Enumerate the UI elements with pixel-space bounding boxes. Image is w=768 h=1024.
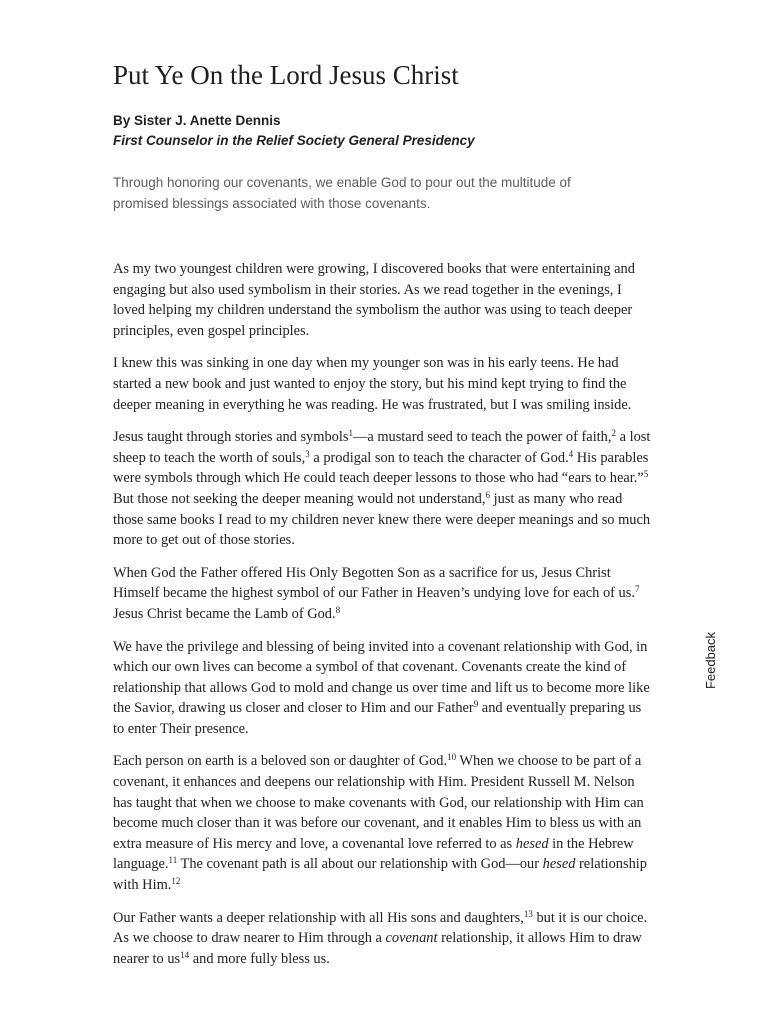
paragraph-text: Jesus Christ became the Lamb of God. [113, 605, 336, 622]
body-paragraph [113, 427, 653, 551]
paragraph-text: Our Father wants a deeper relationship with all His sons and daughters, [113, 909, 524, 926]
footnote-reference-link[interactable]: 2 [611, 428, 616, 439]
paragraph-text: When we choose to be part of a covenant, it enhances and deepens our relationship with Him. President Russell M. Nelson has taught that when we choose to make covenants with God, our relationship with Him can become much closer than it was before our covenant, and it enables Him to bless us with an extra measure of His mercy and love, a covenantal love referred to as [113, 753, 644, 852]
paragraph-text: But those not seeking the deeper meaning would not understand, [113, 490, 486, 507]
footnote-reference-link[interactable]: 6 [485, 489, 490, 500]
author-role: First Counselor in the Relief Society General Presidency [113, 133, 475, 148]
paragraph-text: relationship, it allows Him to draw nearer to us [113, 930, 642, 967]
paragraph-text: but it is our choice. As we choose to draw nearer to Him through a [113, 909, 648, 947]
body-paragraph [113, 751, 653, 895]
body-paragraph [113, 563, 653, 625]
emphasized-text: covenant [385, 930, 438, 947]
paragraph-text: When God the Father offered His Only Begotten Son as a sacrifice for us, Jesus Christ Himself became the highest symbol of our Father in Heaven’s undying love for each of us. [113, 564, 635, 602]
paragraph-text: and eventually preparing us to enter Their presence. [113, 700, 642, 737]
body-paragraph [113, 908, 653, 970]
author-name: By Sister J. Anette Dennis [113, 113, 281, 128]
paragraph-text: As my two youngest children were growing, I discovered books that were entertaining and engaging but also used symbolism in their stories. As we read together in the evenings, I loved helping my children understand the symbolism the author was using to teach deeper principles, even gospel principles. [113, 261, 635, 339]
footnote-reference-link[interactable]: 5 [643, 469, 649, 480]
feedback-label: Feedback [703, 631, 719, 689]
footnote-reference-link[interactable]: 3 [305, 448, 310, 459]
paragraph-text: and more fully bless us. [189, 950, 330, 967]
footnote-reference-link[interactable]: 9 [473, 699, 479, 710]
paragraph-text: a prodigal son to teach the character of God. [309, 449, 569, 466]
article [113, 58, 653, 981]
footnote-reference-link[interactable]: 8 [335, 604, 341, 615]
paragraph-text: just as many who read those same books I read to my children never knew there were deeper meanings and so much more to get out of those stories. [113, 490, 651, 549]
paragraph-text: Each person on earth is a beloved son or daughter of God. [113, 753, 448, 770]
footnote-reference-link[interactable]: 12 [171, 876, 181, 887]
body-paragraph [113, 353, 653, 415]
emphasized-text: hesed [542, 856, 576, 873]
footnote-reference-link[interactable]: 13 [523, 908, 533, 919]
paragraph-text: a lost sheep to teach the worth of souls, [113, 429, 651, 466]
feedback-button[interactable] [698, 628, 724, 692]
paragraph-text: The covenant path is all about our relationship with God—our [177, 856, 543, 873]
paragraph-text: Jesus taught through stories and symbols [113, 429, 349, 446]
footnote-reference-link[interactable]: 1 [348, 428, 353, 439]
emphasized-text: hesed [515, 835, 549, 852]
article-body [113, 259, 653, 969]
article-kicker: Through honoring our covenants, we enable God to pour out the multitude of promised blessings associated with those covenants. [113, 175, 571, 211]
footnote-reference-link[interactable]: 4 [568, 448, 574, 459]
body-paragraph [113, 259, 653, 341]
paragraph-text: —a mustard seed to teach the power of faith, [352, 429, 612, 446]
paragraph-text: in the Hebrew language. [113, 835, 634, 873]
footnote-reference-link[interactable]: 10 [447, 752, 457, 763]
article-title: Put Ye On the Lord Jesus Christ [113, 60, 459, 90]
footnote-reference-link[interactable]: 7 [634, 584, 640, 595]
body-paragraph [113, 637, 653, 740]
paragraph-text: His parables were symbols through which He could teach deeper lessons to those who had “ears to hear.” [113, 449, 649, 487]
paragraph-text: We have the privilege and blessing of being invited into a covenant relationship with God, in which our own lives can become a symbol of that covenant. Covenants create the kind of relationship that allows God to mold and change us over time and lift us to become more like the Savior, drawing us closer and closer to Him and our Father [113, 638, 650, 717]
footnote-reference-link[interactable]: 11 [168, 855, 178, 866]
footnote-reference-link[interactable]: 14 [180, 949, 190, 960]
paragraph-text: I knew this was sinking in one day when my younger son was in his early teens. He had started a new book and just wanted to enjoy the story, but his mind kept trying to find the deeper meaning in everything he was reading. He was frustrated, but I was smiling inside. [113, 355, 632, 413]
paragraph-text: relationship with Him. [113, 856, 647, 894]
